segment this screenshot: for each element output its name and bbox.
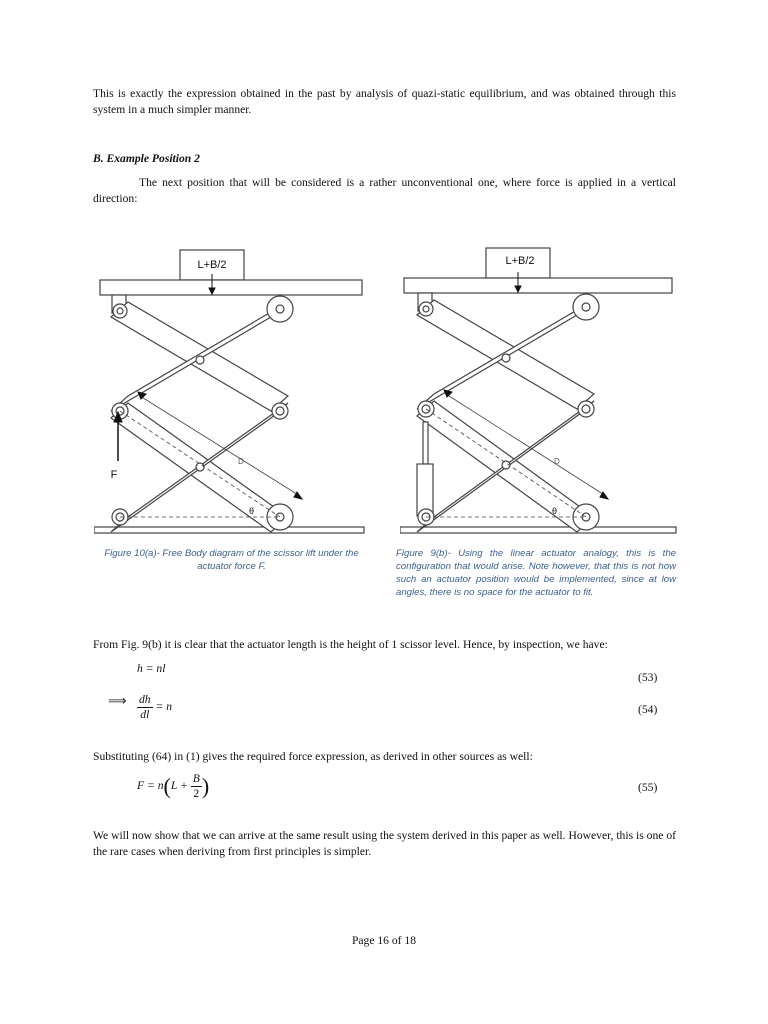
length-label: D (554, 457, 560, 466)
substituting-paragraph: Substituting (64) in (1) gives the required force expression, as derived in other sources as well: (93, 750, 533, 763)
angle-label: θ (249, 506, 255, 516)
load-label: L+B/2 (505, 255, 535, 267)
equation-55: F = n(L + $\frac{B}{2}$ ) (137, 772, 210, 800)
scissor-lift-actuator-diagram (400, 244, 680, 538)
equation-number-54: (54) (638, 703, 658, 716)
base-plate (400, 527, 676, 533)
actuator-rod (423, 422, 428, 464)
top-platform (404, 278, 672, 293)
conclusion-paragraph: We will now show that we can arrive at the same result using the system derived in this paper as well. However, this is one of the rare cases when deriving from first principles is simpler. (93, 829, 676, 858)
load-label: L+B/2 (197, 259, 227, 271)
intro-paragraph: This is exactly the expression obtained in the past by analysis of quazi-static equilibrium, and was obtained through this system in a much simpler manner. (93, 87, 676, 116)
from-fig-paragraph: From Fig. 9(b) it is clear that the actuator length is the height of 1 scissor level. Hence, by inspection, we have: (93, 638, 608, 651)
length-label: D (238, 457, 244, 466)
scissor-lift-free-body-diagram (94, 246, 369, 538)
figure-10a-caption: Figure 10(a)- Free Body diagram of the scissor lift under the actuator force F. (104, 548, 359, 572)
equation-number-55: (55) (638, 781, 658, 794)
page-number: Page 16 of 18 (351, 934, 417, 947)
equation-number-53: (53) (638, 671, 658, 684)
angle-label: θ (552, 506, 558, 516)
actuator-cylinder (417, 464, 433, 516)
top-platform (100, 280, 362, 295)
b-over-2-fraction: $\frac{B}{2}$ (192, 772, 200, 800)
center-pin (196, 463, 204, 471)
equation-54: $\frac{dh}{dl}$ = n (139, 693, 173, 721)
derivative-fraction: $\frac{dh}{dl}$ (139, 693, 151, 721)
force-label: F (110, 469, 118, 481)
implies-symbol: ⟹ (108, 694, 127, 709)
center-pin (196, 356, 204, 364)
position-paragraph: The next position that will be considered is a rather unconventional one, where force is applied in a vertical direction: (93, 176, 676, 205)
center-pin (502, 354, 510, 362)
figure-9b-caption: Figure 9(b)- Using the linear actuator analogy, this is the configuration that would arise. Note however, that this is not how such an actuator position would be implemented, since at low angles, there is no space for the actuator to fit. (396, 548, 676, 598)
equation-53: h = nl (137, 662, 166, 675)
base-plate (94, 527, 364, 533)
section-heading: B. Example Position 2 (93, 152, 200, 165)
